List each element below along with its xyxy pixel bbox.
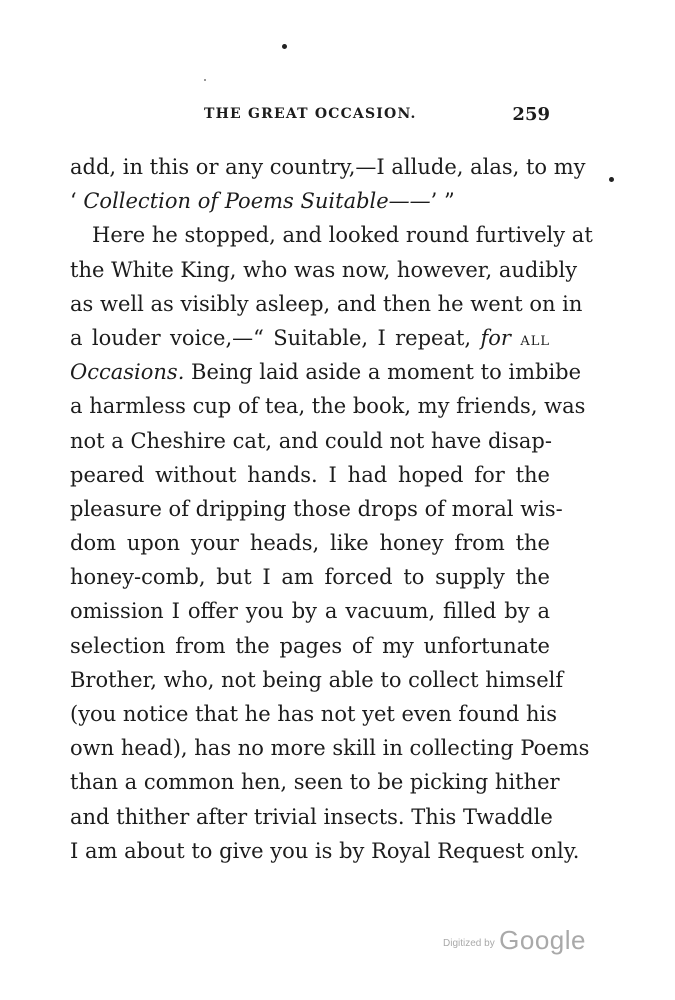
watermark-prefix: Digitized by xyxy=(443,938,495,949)
ink-speck-top xyxy=(282,44,287,49)
text-line: dom upon your heads, like honey from the xyxy=(70,531,550,556)
text-line: a louder voice,—“ Suitable, I repeat, for all xyxy=(70,325,550,350)
text-line: the White King, who was now, however, audibly xyxy=(70,257,578,282)
page-header xyxy=(70,106,550,130)
text-line: omission I offer you by a vacuum, filled by a xyxy=(70,599,550,624)
text-line: I am about to give you is by Royal Request only. xyxy=(70,838,580,863)
text-line: selection from the pages of my unfortunate xyxy=(70,633,550,658)
running-title: THE GREAT OCCASION. xyxy=(204,106,417,122)
text-line: Brother, who, not being able to collect himself xyxy=(70,667,564,692)
text-line: Occasions. Being laid aside a moment to imbibe xyxy=(70,360,582,385)
text-line: peared without hands. I had hoped for the xyxy=(70,462,550,487)
text-line: not a Cheshire cat, and could not have disap- xyxy=(70,428,552,453)
text-line: than a common hen, seen to be picking hither xyxy=(70,770,560,795)
digitized-watermark xyxy=(443,925,586,956)
text-line: honey-comb, but I am forced to supply the xyxy=(70,565,550,590)
text-line: a harmless cup of tea, the book, my friends, was xyxy=(70,394,586,419)
body-text xyxy=(70,150,593,868)
ink-speck-right xyxy=(609,177,614,182)
watermark-brand: Google xyxy=(499,925,586,955)
page-number: 259 xyxy=(512,104,550,125)
text-line: pleasure of dripping those drops of moral wis- xyxy=(70,496,563,521)
paragraph-first-line: Here he stopped, and looked round furtively at xyxy=(92,223,593,248)
text-line: and thither after trivial insects. This Twaddle xyxy=(70,804,553,829)
text-line: ‘ Collection of Poems Suitable——’ ” xyxy=(70,189,455,214)
text-line: own head), has no more skill in collecting Poems xyxy=(70,736,590,761)
ink-speck-faint xyxy=(204,79,206,81)
text-line: (you notice that he has not yet even found his xyxy=(70,702,558,726)
text-line: add, in this or any country,—I allude, alas, to my xyxy=(70,155,586,179)
text-line: as well as visibly asleep, and then he went on in xyxy=(70,291,583,316)
